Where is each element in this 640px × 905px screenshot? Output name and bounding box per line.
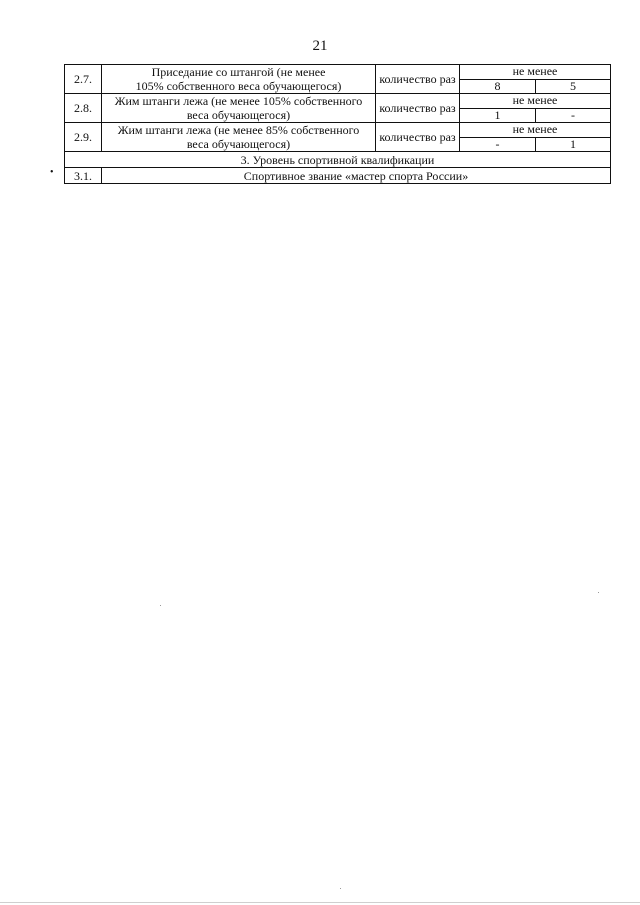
description-line: Жим штанги лежа (не менее 105% собственного [114, 94, 363, 108]
scan-speck [598, 592, 599, 593]
unit-cell: количество раз [376, 65, 460, 94]
scan-edge-line [0, 902, 640, 903]
row-number: 2.9. [65, 123, 102, 152]
table-row [65, 168, 611, 184]
section-heading: 3. Уровень спортивной квалификации [65, 152, 611, 168]
norms-table [64, 64, 611, 184]
table-row [65, 65, 611, 80]
norm-value-girls: 1 [536, 137, 611, 152]
page-number: 21 [312, 38, 328, 54]
exercise-description [102, 123, 376, 152]
scan-dot: • [50, 167, 54, 178]
qualification-text: Спортивное звание «мастер спорта России» [102, 168, 611, 184]
description-line: Приседание со штангой (не менее [151, 65, 326, 79]
description-line: 105% собственного веса обучающегося) [135, 79, 342, 93]
norm-value-girls: - [536, 108, 611, 123]
norm-value-boys: 8 [460, 79, 536, 94]
row-number: 2.8. [65, 94, 102, 123]
norm-value-girls: 5 [536, 79, 611, 94]
exercise-description [102, 94, 376, 123]
scan-speck [340, 888, 341, 889]
table-row [65, 152, 611, 168]
description-line: веса обучающегося) [186, 137, 291, 151]
norm-header: не менее [460, 65, 611, 80]
norm-header: не менее [460, 94, 611, 109]
unit-cell: количество раз [376, 94, 460, 123]
description-line: Жим штанги лежа (не менее 85% собственного [117, 123, 360, 137]
unit-cell: количество раз [376, 123, 460, 152]
row-number: 2.7. [65, 65, 102, 94]
table-row [65, 123, 611, 138]
table-row [65, 94, 611, 109]
scan-speck [160, 605, 161, 606]
norm-value-boys: 1 [460, 108, 536, 123]
row-number: 3.1. [65, 168, 102, 184]
exercise-description [102, 65, 376, 94]
description-line: веса обучающегося) [186, 108, 291, 122]
norm-value-boys: - [460, 137, 536, 152]
norm-header: не менее [460, 123, 611, 138]
